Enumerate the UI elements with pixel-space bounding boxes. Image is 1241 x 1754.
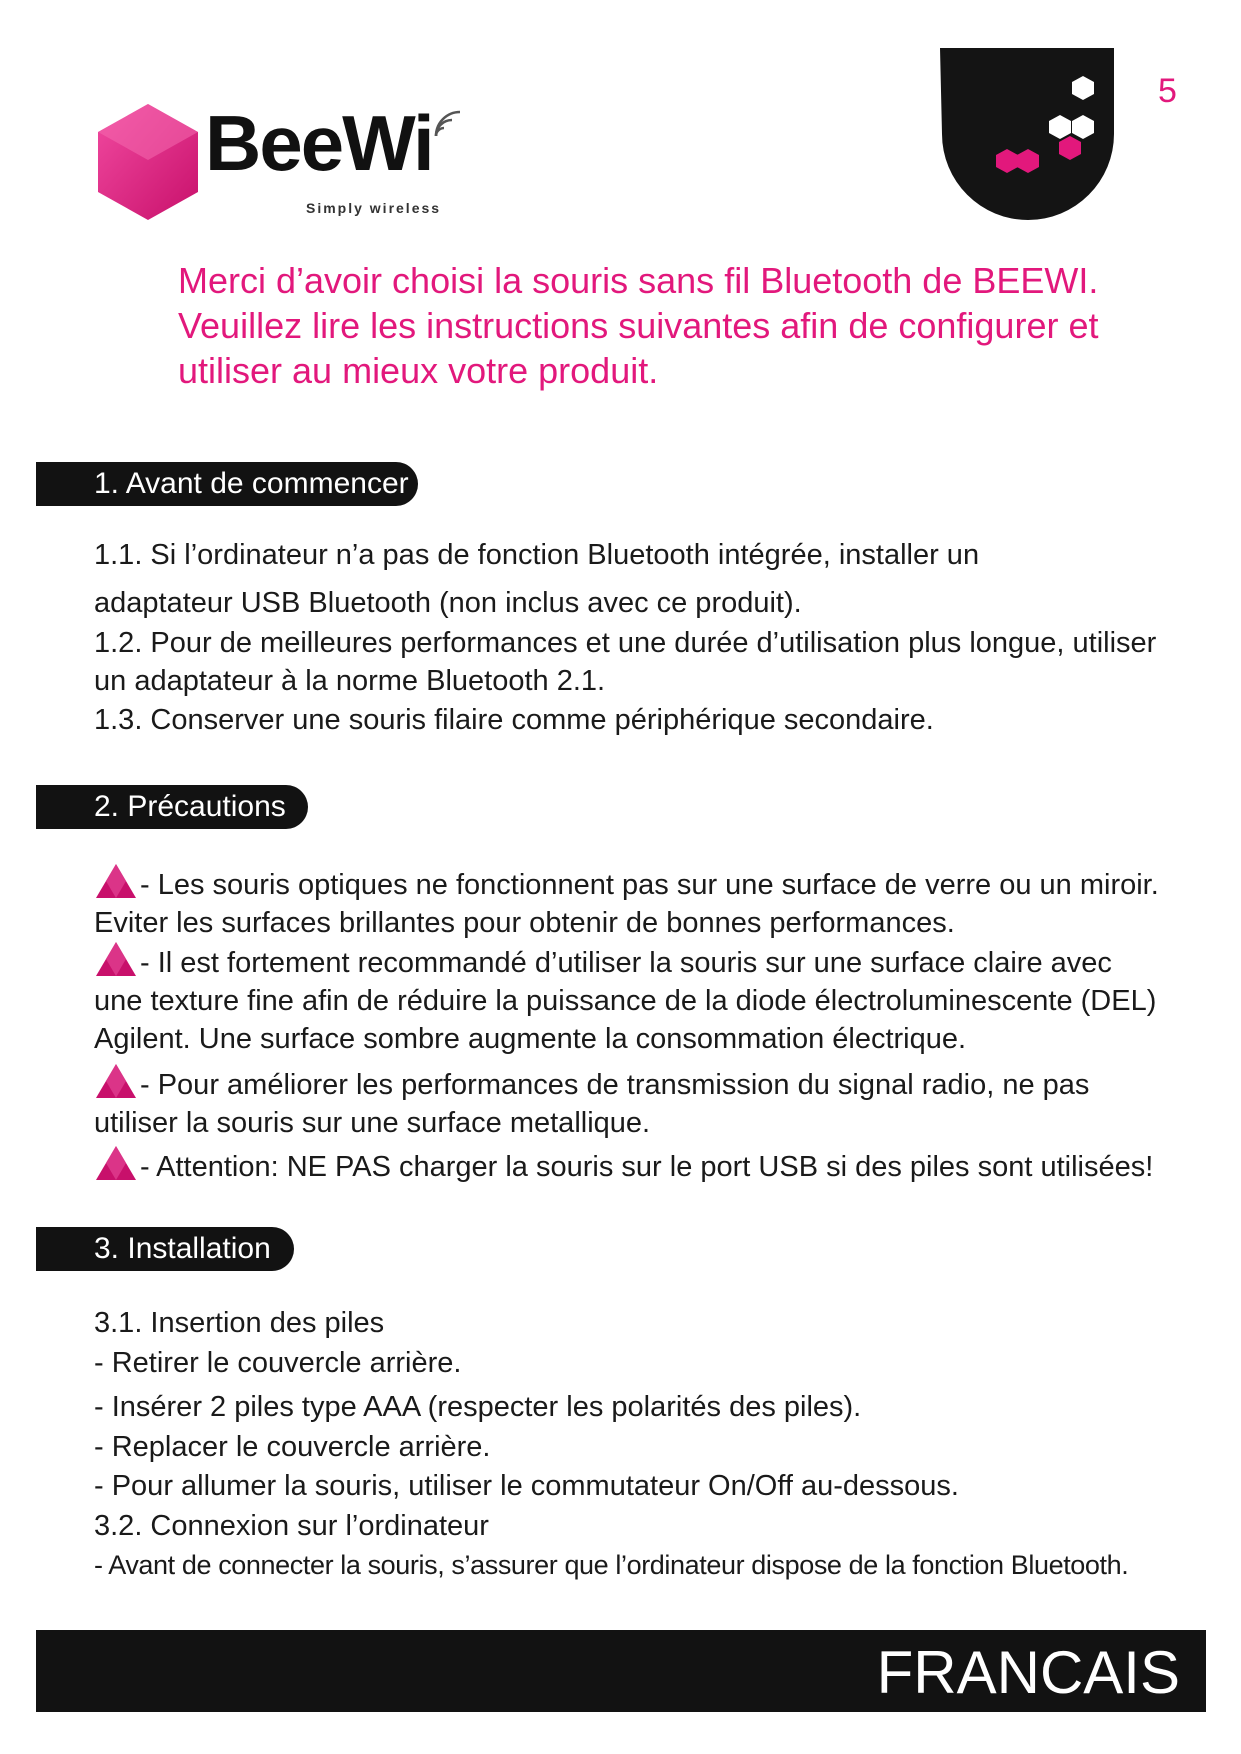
text-line: 3.2. Connexion sur l’ordinateur	[94, 1510, 489, 1542]
text-line: 3.1. Insertion des piles	[94, 1307, 385, 1339]
section-heading-avant-de-commencer: 1. Avant de commencer	[36, 462, 418, 506]
warning-triangle-icon	[94, 862, 138, 900]
text-line: - Retirer le couvercle arrière.	[94, 1347, 462, 1379]
warning-text: - Attention: NE PAS charger la souris sur le port USB si des piles sont utilisées!	[140, 1151, 1154, 1183]
text-line: un adaptateur à la norme Bluetooth 2.1.	[94, 665, 606, 697]
page-number: 5	[1158, 72, 1177, 110]
language-label: FRANCAIS	[876, 1639, 1180, 1706]
text-line: 1.2. Pour de meilleures performances et une durée d’utilisation plus longue, utiliser	[94, 627, 1157, 659]
intro-line: utiliser au mieux votre produit.	[178, 350, 659, 391]
warning-text: - Pour améliorer les performances de transmission du signal radio, ne pas utiliser la souris sur une surface metallique.	[94, 1069, 1090, 1139]
text-line: - Avant de connecter la souris, s’assurer que l’ordinateur dispose de la fonction Bluetooth.	[94, 1550, 1129, 1580]
warning-item	[94, 1144, 1164, 1186]
warning-item	[94, 1062, 1164, 1142]
footer-bar	[36, 1630, 1206, 1712]
brand-name: BeeWi	[205, 99, 433, 187]
hexagon-corner-badge	[940, 48, 1140, 226]
text-line: adaptateur USB Bluetooth (non inclus avec ce produit).	[94, 587, 802, 619]
section-heading-precautions: 2. Précautions	[36, 785, 308, 829]
intro-text	[178, 258, 1188, 393]
wireless-signal-icon	[432, 106, 466, 140]
warning-triangle-icon	[94, 1144, 138, 1182]
beewi-logo-hexagon	[92, 100, 204, 224]
text-line: - Pour allumer la souris, utiliser le commutateur On/Off au-dessous.	[94, 1470, 959, 1502]
text-line: 1.1. Si l’ordinateur n’a pas de fonction Bluetooth intégrée, installer un	[94, 539, 980, 571]
warning-triangle-icon	[94, 1062, 138, 1100]
text-line: 1.3. Conserver une souris filaire comme périphérique secondaire.	[94, 704, 934, 736]
text-line: - Replacer le couvercle arrière.	[94, 1431, 491, 1463]
brand-tagline: Simply wireless	[306, 200, 442, 216]
intro-line: Merci d’avoir choisi la souris sans fil Bluetooth de BEEWI.	[178, 260, 1099, 301]
section-heading-installation: 3. Installation	[36, 1227, 294, 1271]
warning-item	[94, 940, 1164, 1058]
warning-text: - Il est fortement recommandé d’utiliser la souris sur une surface claire avec une texture fine afin de réduire la puissance de la diode électroluminescente (DEL) Agilent. Une surface sombre augmente la consommation électrique.	[94, 947, 1157, 1055]
intro-line: Veuillez lire les instructions suivantes afin de configurer et	[178, 305, 1099, 346]
warning-text: - Les souris optiques ne fonctionnent pas sur une surface de verre ou un miroir. Eviter les surfaces brillantes pour obtenir de bonnes performances.	[94, 869, 1159, 939]
warning-triangle-icon	[94, 940, 138, 978]
warning-item	[94, 862, 1164, 942]
text-line: - Insérer 2 piles type AAA (respecter les polarités des piles).	[94, 1391, 862, 1423]
